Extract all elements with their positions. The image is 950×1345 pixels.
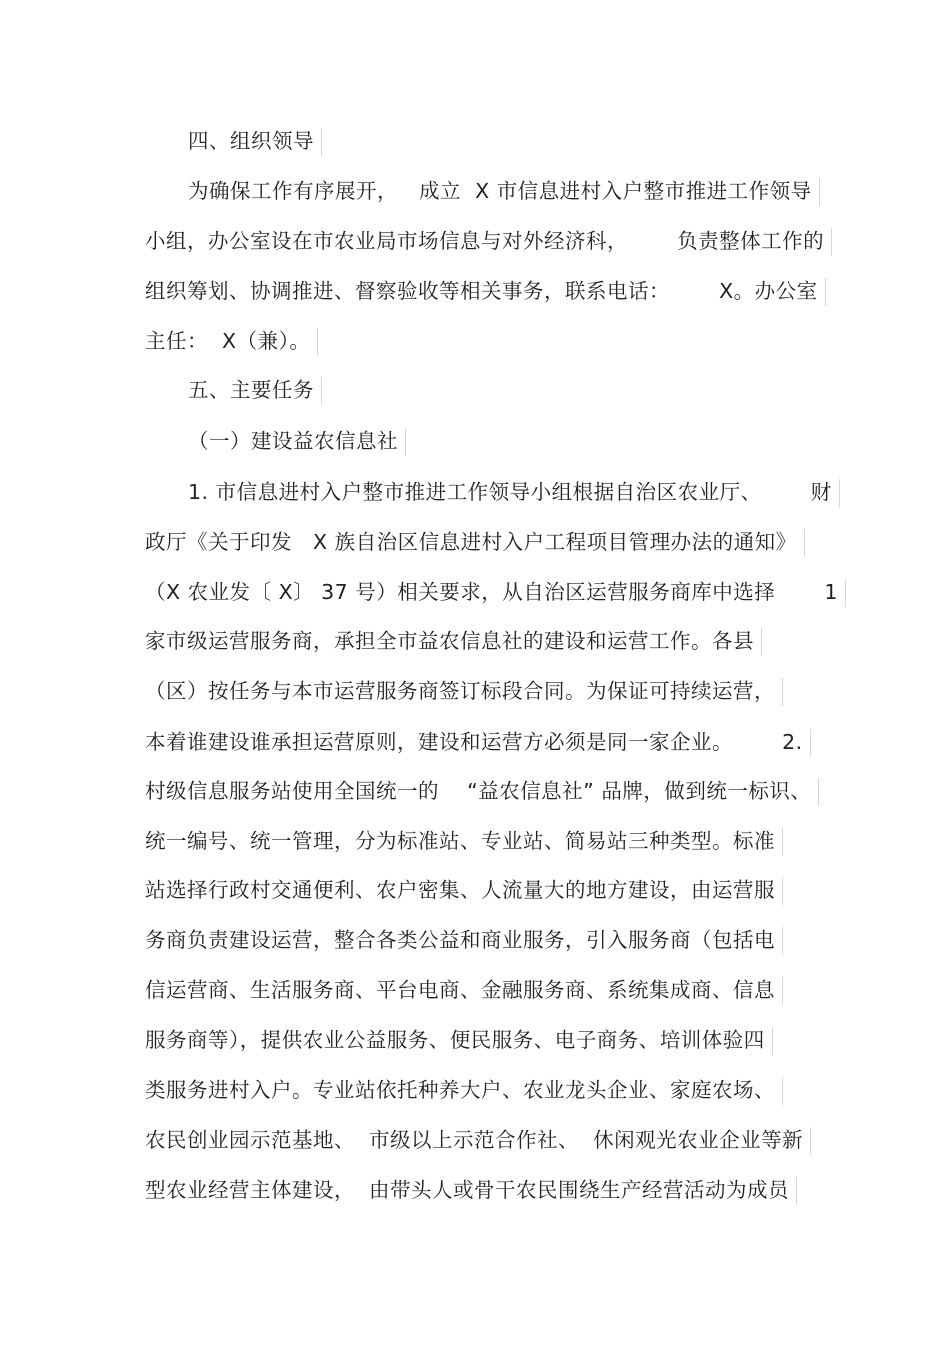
paragraph-line: 家市级运营服务商，承担全市益农信息社的建设和运营工作。各县 xyxy=(145,626,754,656)
paragraph-line: 务商负责建设运营，整合各类公益和商业服务，引入服务商（包括电 xyxy=(145,925,775,955)
paragraph-line: （区）按任务与本市运营服务商签订标段合同。为保证可持续运营， xyxy=(145,676,775,706)
paragraph-line: 统一编号、统一管理，分为标准站、专业站、简易站三种类型。标准 xyxy=(145,826,775,856)
paragraph-line: 主任： X（兼）。 xyxy=(145,326,310,356)
heading-main-tasks: 五、主要任务 xyxy=(188,375,314,405)
paragraph-line: 型农业经营主体建设， 由带头人或骨干农民围绕生产经营活动为成员 xyxy=(145,1175,789,1205)
subheading-build-info-society: （一）建设益农信息社 xyxy=(188,426,398,456)
paragraph-line: 为确保工作有序展开， 成立 X 市信息进村入户整市推进工作领导 xyxy=(188,176,812,206)
paragraph-line: 类服务进村入户。专业站依托种养大户、农业龙头企业、家庭农场、 xyxy=(145,1075,775,1105)
paragraph-line: 组织筹划、协调推进、督察验收等相关事务，联系电话： X。办公室 xyxy=(145,276,818,306)
paragraph-line: 农民创业园示范基地、 市级以上示范合作社、 休闲观光农业企业等新 xyxy=(145,1125,803,1155)
paragraph-line: 信运营商、生活服务商、平台电商、金融服务商、系统集成商、信息 xyxy=(145,975,775,1005)
paragraph-line: 村级信息服务站使用全国统一的 “益农信息社” 品牌，做到统一标识、 xyxy=(145,776,811,806)
paragraph-line: 小组，办公室设在市农业局市场信息与对外经济科， 负责整体工作的 xyxy=(145,226,824,256)
paragraph-line: 本着谁建设谁承担运营原则，建设和运营方必须是同一家企业。 2. xyxy=(145,727,803,757)
paragraph-line: 站选择行政村交通便利、农户密集、人流量大的地方建设，由运营服 xyxy=(145,875,775,905)
paragraph-line: 服务商等），提供农业公益服务、便民服务、电子商务、培训体验四 xyxy=(145,1025,765,1055)
paragraph-line: 1. 市信息进村入户整市推进工作领导小组根据自治区农业厅、 财 xyxy=(188,477,832,507)
heading-organization-leadership: 四、组织领导 xyxy=(188,126,314,156)
paragraph-line: （X 农业发〔 X〕 37 号）相关要求，从自治区运营服务商库中选择 1 xyxy=(145,577,838,607)
paragraph-line: 政厅《关于印发 X 族自治区信息进村入户工程项目管理办法的通知》 xyxy=(145,527,797,557)
